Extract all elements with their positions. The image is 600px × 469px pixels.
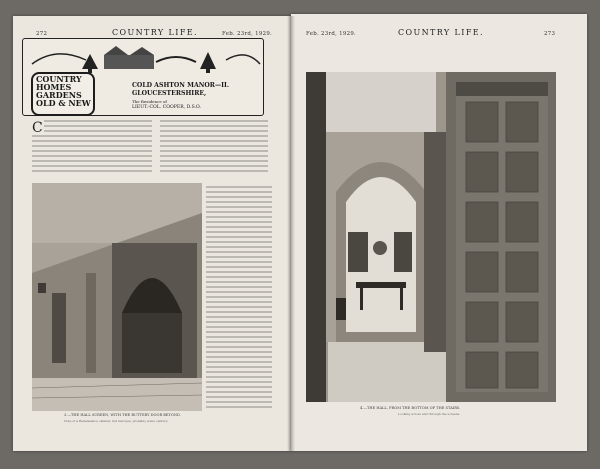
tree-left-icon <box>82 54 98 69</box>
series-title-3: GARDENS <box>36 90 82 100</box>
wall-plate-icon <box>373 241 387 255</box>
photo-hall-from-stairs <box>306 72 556 402</box>
left-photo-caption: 3.—THE HALL SCREEN, WITH THE BUTTERY DOOR BEYOND. <box>64 413 181 417</box>
manor-house-icon <box>104 55 154 69</box>
photo-hall-screen <box>32 183 202 411</box>
right-photo-subcaption: Looking across and through the screens. <box>398 412 461 416</box>
hall-screen-illustration <box>32 183 202 411</box>
left-page-number: 272 <box>36 31 48 37</box>
article-county: GLOUCESTERSHIRE, <box>132 90 207 97</box>
tree-right-trunk <box>206 69 210 73</box>
right-page-number: 273 <box>544 31 556 37</box>
left-date: Feb. 23rd, 1929. <box>222 31 273 37</box>
tree-right-icon <box>200 52 216 69</box>
scroll-ornament-icon <box>156 57 196 62</box>
banner-illustration-svg <box>26 42 262 74</box>
hall-stairs-illustration <box>306 72 556 402</box>
left-masthead: COUNTRY LIFE. <box>112 28 198 37</box>
intro-text-lines <box>32 118 272 180</box>
article-owner-line2: LIEUT.-COL. COOPER, D.S.O. <box>132 105 201 110</box>
right-date: Feb. 23rd, 1929. <box>306 31 357 37</box>
right-photo-caption: 4.—THE HALL, FROM THE BOTTOM OF THE STAIRS. <box>360 406 461 410</box>
series-title-2: HOMES <box>36 82 72 92</box>
book-gutter <box>287 16 295 451</box>
right-column-text-lines <box>206 183 274 411</box>
article-title: COLD ASHTON MANOR—II. <box>132 82 230 89</box>
svg-text:C: C <box>32 120 43 136</box>
right-masthead: COUNTRY LIFE. <box>398 28 484 37</box>
article-owner-line1: The Residence of <box>132 99 167 104</box>
series-title-1: COUNTRY <box>36 74 82 84</box>
left-photo-subcaption: Note of a Renaissance cabinet, but baroque, probably some century. <box>64 419 169 423</box>
series-title-4: OLD & NEW <box>36 98 91 108</box>
